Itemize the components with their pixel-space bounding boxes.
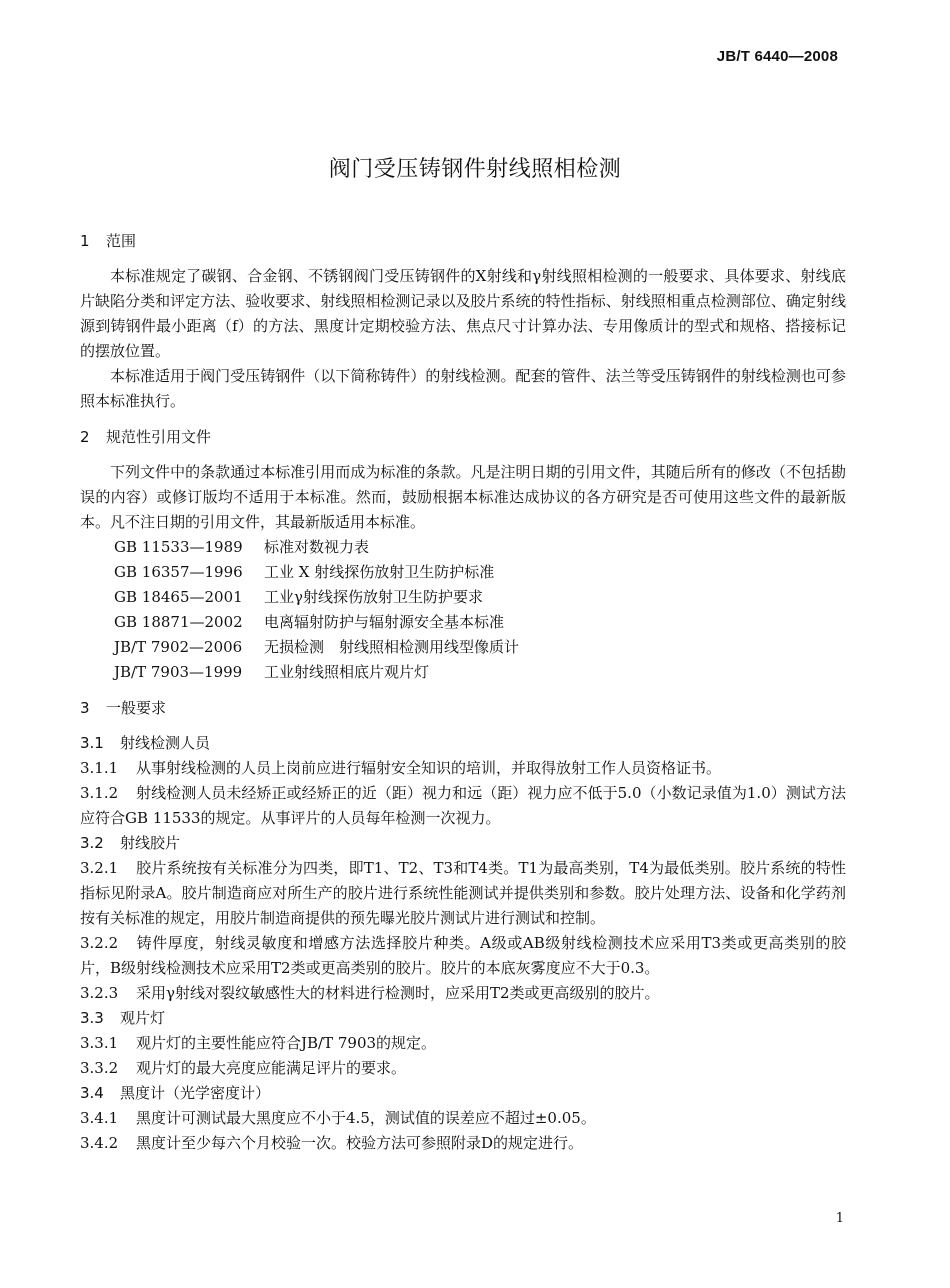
subsection-title: 射线检测人员 bbox=[120, 734, 211, 752]
subsection-number: 3.4 bbox=[80, 1084, 104, 1102]
clause-number: 3.2.2 bbox=[80, 934, 119, 952]
clause-number: 3.3.1 bbox=[80, 1034, 119, 1052]
section-title: 范围 bbox=[106, 232, 137, 250]
reference-item bbox=[80, 560, 846, 585]
subsection-heading bbox=[80, 831, 846, 856]
scope-paragraph: 本标准适用于阀门受压铸钢件（以下简称铸件）的射线检测。配套的管件、法兰等受压铸钢件的射线检测也可参照本标准执行。 bbox=[80, 367, 846, 410]
reference-code: GB 11533—1989 bbox=[114, 538, 243, 556]
clause bbox=[80, 1056, 846, 1081]
clause-text: 观片灯的主要性能应符合JB/T 7903的规定。 bbox=[136, 1034, 437, 1052]
subsection-number: 3.2 bbox=[80, 834, 104, 852]
section-heading-general-requirements bbox=[80, 695, 846, 721]
reference-title: 工业γ射线探伤放射卫生防护要求 bbox=[264, 588, 483, 606]
subsection-number: 3.3 bbox=[80, 1009, 104, 1027]
clause-text: 采用γ射线对裂纹敏感性大的材料进行检测时，应采用T2类或更高级别的胶片。 bbox=[136, 984, 660, 1002]
section-heading-normative-references bbox=[80, 424, 846, 450]
clause bbox=[80, 981, 846, 1006]
references-intro: 下列文件中的条款通过本标准引用而成为标准的条款。凡是注明日期的引用文件，其随后所有的修改（不包括勘误的内容）或修订版均不适用于本标准。然而，鼓励根据本标准达成协议的各方研究是否可使用这些文件的最新版本。凡不注日期的引用文件，其最新版适用本标准。 bbox=[80, 463, 846, 531]
document-body bbox=[80, 228, 846, 1156]
reference-title: 工业射线照相底片观片灯 bbox=[264, 663, 430, 681]
clause bbox=[80, 781, 846, 831]
clause-number: 3.4.1 bbox=[80, 1109, 119, 1127]
reference-title: 无损检测 射线照相检测用线型像质计 bbox=[264, 638, 520, 656]
document-title: 阀门受压铸钢件射线照相检测 bbox=[328, 157, 622, 182]
clause-number: 3.1.1 bbox=[80, 759, 119, 777]
clause-number: 3.2.1 bbox=[80, 859, 119, 877]
reference-item bbox=[80, 585, 846, 610]
clause bbox=[80, 931, 846, 981]
clause bbox=[80, 856, 846, 931]
clause bbox=[80, 1031, 846, 1056]
reference-code: GB 16357—1996 bbox=[114, 563, 243, 581]
clause-text: 从事射线检测的人员上岗前应进行辐射安全知识的培训，并取得放射工作人员资格证书。 bbox=[136, 759, 722, 777]
clause-text: 黑度计至少每六个月校验一次。校验方法可参照附录D的规定进行。 bbox=[136, 1134, 584, 1152]
reference-title: 工业 X 射线探伤放射卫生防护标准 bbox=[264, 563, 495, 581]
reference-item bbox=[80, 610, 846, 635]
section-title: 一般要求 bbox=[106, 699, 167, 717]
reference-item bbox=[80, 635, 846, 660]
reference-code: GB 18465—2001 bbox=[114, 588, 243, 606]
subsection-heading bbox=[80, 1081, 846, 1106]
subsection-heading bbox=[80, 1006, 846, 1031]
clause bbox=[80, 756, 846, 781]
subsection-title: 观片灯 bbox=[120, 1009, 166, 1027]
clause-text: 胶片系统按有关标准分为四类，即T1、T2、T3和T4类。T1为最高类别，T4为最低类别。胶片系统的特性指标见附录A。胶片制造商应对所生产的胶片进行系统性能测试并提供类别和参数。胶片处理方法、设备和化学药剂按有关标准的规定，用胶片制造商提供的预先曝光胶片测试片进行测试和控制。 bbox=[80, 859, 846, 927]
reference-code: JB/T 7903—1999 bbox=[114, 663, 243, 681]
section-number: 2 bbox=[80, 428, 90, 446]
clause-text: 观片灯的最大亮度应能满足评片的要求。 bbox=[136, 1059, 407, 1077]
clause bbox=[80, 1106, 846, 1131]
clause-number: 3.4.2 bbox=[80, 1134, 119, 1152]
clause-text: 射线检测人员未经矫正或经矫正的近（距）视力和远（距）视力应不低于5.0（小数记录值为1.0）测试方法应符合GB 11533的规定。从事评片的人员每年检测一次视力。 bbox=[80, 784, 846, 827]
clause-number: 3.3.2 bbox=[80, 1059, 119, 1077]
subsection-number: 3.1 bbox=[80, 734, 104, 752]
reference-title: 标准对数视力表 bbox=[264, 538, 370, 556]
clause-number: 3.2.3 bbox=[80, 984, 119, 1002]
standard-code: JB/T 6440—2008 bbox=[716, 48, 838, 65]
section-title: 规范性引用文件 bbox=[106, 428, 212, 446]
reference-list bbox=[80, 535, 846, 685]
reference-code: GB 18871—2002 bbox=[114, 613, 243, 631]
reference-code: JB/T 7902—2006 bbox=[114, 638, 243, 656]
clause-text: 铸件厚度，射线灵敏度和增感方法选择胶片种类。A级或AB级射线检测技术应采用T3类或更高类别的胶片，B级射线检测技术应采用T2类或更高类别的胶片。胶片的本底灰雾度应不大于0.3。 bbox=[80, 934, 846, 977]
section-number: 1 bbox=[80, 232, 90, 250]
reference-title: 电离辐射防护与辐射源安全基本标准 bbox=[264, 613, 505, 631]
clause bbox=[80, 1131, 846, 1156]
section-heading-scope bbox=[80, 228, 846, 254]
reference-item bbox=[80, 660, 846, 685]
clause-text: 黑度计可测试最大黑度应不小于4.5，测试值的误差应不超过±0.05。 bbox=[136, 1109, 596, 1127]
reference-item bbox=[80, 535, 846, 560]
subsection-title: 黑度计（光学密度计） bbox=[120, 1084, 271, 1102]
subsection-title: 射线胶片 bbox=[120, 834, 181, 852]
clause-number: 3.1.2 bbox=[80, 784, 119, 802]
scope-paragraph: 本标准规定了碳钢、合金钢、不锈钢阀门受压铸钢件的X射线和γ射线照相检测的一般要求、具体要求、射线底片缺陷分类和评定方法、验收要求、射线照相检测记录以及胶片系统的特性指标、射线照相重点检测部位、确定射线源到铸钢件最小距离（f）的方法、黑度计定期校验方法、焦点尺寸计算办法、专用像质计的型式和规格、搭接标记的摆放位置。 bbox=[80, 267, 846, 360]
section-number: 3 bbox=[80, 699, 90, 717]
subsection-heading bbox=[80, 731, 846, 756]
page-number: 1 bbox=[835, 1211, 844, 1226]
